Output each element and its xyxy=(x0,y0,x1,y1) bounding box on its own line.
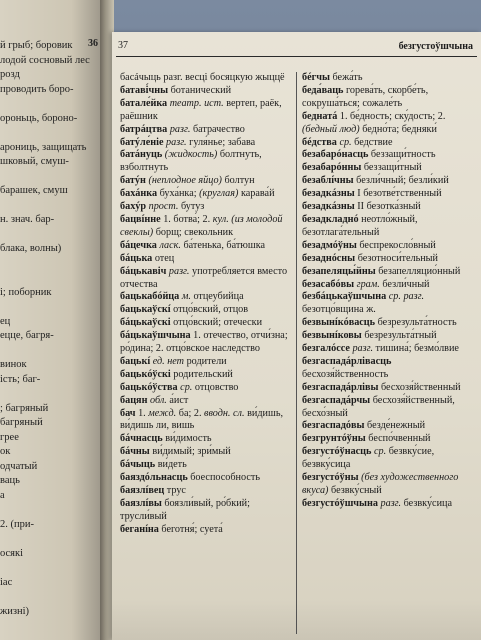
dictionary-entry xyxy=(302,433,478,446)
dictionary-entry xyxy=(302,111,478,137)
left-page-line: й грыб; боровик xyxy=(0,40,73,51)
right-page xyxy=(112,32,481,640)
left-page-line: ец xyxy=(0,315,11,327)
dictionary-entry xyxy=(120,317,292,330)
entry-definition: неотло́жный, безотлага́тельный xyxy=(302,213,418,238)
entry-headword: баязлíвец xyxy=(120,485,165,496)
dictionary-entry xyxy=(120,459,292,472)
entry-definition: бедно́та; бедняки́ xyxy=(359,123,437,135)
entry-definition: боеспособность xyxy=(187,472,260,484)
entry-definition: бесхозя́йственность xyxy=(302,368,389,380)
entry-definition: борщ; свекольник xyxy=(153,226,234,238)
entry-gloss: театр. ист. xyxy=(167,97,224,109)
entry-gloss: (бедный люд) xyxy=(302,123,360,135)
dictionary-entry xyxy=(302,356,478,382)
entry-definition: безрезульта́тный xyxy=(361,330,437,342)
dictionary-entry xyxy=(120,369,292,382)
entry-headword: безвынíковы xyxy=(302,330,362,342)
left-page-line: ецце, багря- xyxy=(0,330,54,341)
dictionary-entry xyxy=(302,188,478,201)
entry-headword: бахáнка xyxy=(120,188,158,200)
entry-gloss: разг. xyxy=(377,497,402,509)
entry-definition: отцеубийца xyxy=(190,291,244,303)
dictionary-entry xyxy=(120,240,292,253)
entry-headword: безвынíкóвасць xyxy=(302,317,376,329)
entry-gloss: (неплодное яйцо) xyxy=(145,175,222,187)
left-page-number: 36 xyxy=(88,38,98,49)
dictionary-entry xyxy=(120,124,292,137)
entry-definition: ба; 2. xyxy=(176,407,205,419)
entry-headword: бацькаўскí xyxy=(120,304,171,316)
entry-definition: безвку́сица xyxy=(401,497,453,509)
entry-definition: а́ист xyxy=(166,394,189,406)
left-page-line: одчатый xyxy=(0,460,38,472)
entry-definition: II безотка́зный xyxy=(354,201,421,213)
entry-headword: бáчыць xyxy=(120,459,156,471)
entry-headword: батрáцтва xyxy=(120,123,168,135)
entry-definition: отцовство xyxy=(192,381,239,393)
entry-headword: безадкладнó xyxy=(302,213,359,225)
entry-headword: безгаспадáрлівы xyxy=(302,381,379,393)
left-page-line: арониць, защищать xyxy=(0,141,87,153)
dictionary-entry xyxy=(120,485,292,498)
entry-definition: безотноси́тельный xyxy=(355,252,438,264)
entry-gloss: (жидкость) xyxy=(162,149,218,161)
header-rule xyxy=(116,56,477,57)
entry-gloss: разг. xyxy=(167,123,191,135)
entry-headword: баяздóльнасць xyxy=(120,472,188,484)
entry-headword: бацькóўскі xyxy=(120,368,171,380)
dictionary-entry xyxy=(120,149,292,175)
entry-headword: бахýр xyxy=(120,201,147,213)
left-page-line: багряный xyxy=(0,417,43,428)
dictionary-entry xyxy=(302,72,478,85)
dictionary-entry xyxy=(302,214,478,240)
entry-headword: беднатá xyxy=(302,110,338,122)
entry-headword: бацькóўства xyxy=(120,381,178,393)
dictionary-entry xyxy=(302,85,478,111)
entry-definition: ви́димый; зри́мый xyxy=(149,446,231,458)
entry-definition: безде́нежный xyxy=(364,420,426,432)
dictionary-entry xyxy=(302,149,478,162)
entry-definition: 1. отечество, отчи́зна; ро́дина; 2. отцо́вское наследство xyxy=(120,330,288,355)
dictionary-entry xyxy=(302,420,478,433)
entry-headword: безгустóўшчына xyxy=(302,497,378,509)
entry-headword: безадкáзны xyxy=(302,201,355,213)
entry-gloss: м. xyxy=(179,291,191,303)
entry-gloss: ср. xyxy=(371,446,387,458)
entry-headword: безгустóўны xyxy=(302,472,359,484)
entry-definition: беззащи́тность xyxy=(368,149,436,161)
entry-definition: боязли́вый, ро́бкий; трусли́вый xyxy=(120,497,250,522)
dictionary-entry xyxy=(302,382,478,395)
entry-definition: безли́чный; безли́кий xyxy=(353,175,449,187)
entry-gloss: разг. xyxy=(349,343,373,355)
dictionary-entry xyxy=(120,446,292,459)
dictionary-entry xyxy=(120,253,292,266)
entry-gloss: (без художественного вкуса) xyxy=(302,472,459,496)
entry-headword: безгрунтóўны xyxy=(302,433,366,445)
entry-definition: отцо́вский; отечески xyxy=(170,317,263,329)
entry-headword: бáчнасць xyxy=(120,433,163,445)
dictionary-entry xyxy=(120,524,292,537)
entry-definition: 1. бе́дность; ску́дость; 2. xyxy=(337,110,446,122)
entry-headword: безгалóссе xyxy=(302,343,350,355)
entry-headword: бач xyxy=(120,407,136,419)
left-page-line: 2. (при- xyxy=(0,518,34,530)
left-page-line: ; багряный xyxy=(0,402,49,414)
dictionary-entry xyxy=(302,162,478,175)
entry-headword: бáцька xyxy=(120,252,153,264)
entry-headword: безадмóўны xyxy=(302,239,357,251)
entry-definition: гуля́нье; забава xyxy=(186,136,256,148)
dictionary-entry xyxy=(120,98,292,124)
entry-definition: карава́й xyxy=(238,188,275,200)
dictionary-entry xyxy=(120,137,292,150)
entry-headword: батале́йка xyxy=(120,97,168,109)
entry-definition: бесхозя́йственный, бесхо́зный xyxy=(302,394,455,419)
entry-gloss: ср. xyxy=(336,136,352,148)
entry-definition: отцо́вский, отцов xyxy=(170,304,249,316)
dictionary-entry xyxy=(302,343,478,356)
entry-definition: бутуз xyxy=(178,201,205,213)
dictionary-entry xyxy=(120,472,292,485)
entry-definition: беспрекосло́вный xyxy=(356,239,436,251)
entry-headword: бáцькаўскі xyxy=(120,317,171,329)
entry-headword: безабарóнасць xyxy=(302,149,369,161)
left-page-line: і; поборник xyxy=(0,286,52,298)
dictionary-entry xyxy=(120,408,292,434)
entry-definition: ба́тенька, ба́тюшка xyxy=(180,239,266,251)
entry-headword: бацькабóйца xyxy=(120,291,180,303)
left-page-line: винок xyxy=(0,359,27,370)
entry-definition: безвку́сный xyxy=(328,485,382,496)
entry-definition: басáчыць разг. весці босяцкую жыццё xyxy=(120,72,285,83)
dictionary-entry xyxy=(302,240,478,253)
entry-definition: ви́дишь, ви́дишь ли, вишь xyxy=(120,407,284,432)
dictionary-column-right xyxy=(302,72,478,511)
entry-definition: безотцо́вщина ж. xyxy=(302,304,376,316)
entry-gloss: ср. разг. xyxy=(386,291,424,303)
dictionary-entry xyxy=(302,201,478,214)
entry-gloss: межд. xyxy=(148,407,177,419)
entry-definition: безвку́сие, безвку́сица xyxy=(302,446,435,471)
entry-definition: трус xyxy=(164,485,186,496)
entry-definition: ви́димость xyxy=(162,433,212,445)
entry-gloss: ласк. xyxy=(156,239,181,251)
entry-headword: бéдства xyxy=(302,136,337,148)
dictionary-entry xyxy=(120,85,292,98)
entry-headword: безадкáзны xyxy=(302,188,355,200)
entry-headword: бéгчы xyxy=(302,72,330,83)
entry-definition: горева́ть, скорбе́ть, сокруша́ться; сожале́ть xyxy=(302,84,429,109)
entry-headword: батаві́чны xyxy=(120,84,169,96)
entry-definition: бесхозя́йственный xyxy=(378,381,461,393)
entry-definition: тишина́; безмо́лвие xyxy=(373,343,459,355)
entry-headword: безасабóвы xyxy=(302,278,355,290)
left-page-line: осякі xyxy=(0,547,24,559)
entry-definition: буха́нка; xyxy=(157,188,200,200)
entry-headword: бацвíнне xyxy=(120,213,161,225)
dictionary-entry xyxy=(302,446,478,472)
entry-headword: безапеляцы́йны xyxy=(302,265,376,277)
dictionary-entry xyxy=(302,317,478,330)
entry-definition: I безотве́тственный xyxy=(354,188,442,200)
entry-definition: родительский xyxy=(170,368,233,380)
left-page-line: блака, волны) xyxy=(0,243,62,254)
left-page-line: іас xyxy=(0,576,13,588)
left-page-line: барашек, смуш xyxy=(0,185,68,196)
dictionary-entry xyxy=(120,382,292,395)
dictionary-entry xyxy=(120,201,292,214)
entry-definition: 1. ботва́; 2. xyxy=(160,213,213,225)
entry-headword: бацькí xyxy=(120,355,151,367)
dictionary-entry xyxy=(120,72,292,85)
dictionary-column-left xyxy=(120,72,292,537)
entry-headword: беганíна xyxy=(120,523,159,535)
left-page-line: проводить боро- xyxy=(0,83,74,95)
entry-gloss: прост. xyxy=(146,201,179,213)
left-page-line: грее xyxy=(0,431,19,443)
entry-headword: беда́ваць xyxy=(302,84,344,96)
left-page-line: н. знач. бар- xyxy=(0,214,55,225)
entry-definition: болтун xyxy=(221,175,255,187)
entry-headword: бáцькаўшчына xyxy=(120,330,191,342)
entry-definition: безапелляцио́нный xyxy=(375,265,461,277)
dictionary-entry xyxy=(120,356,292,369)
left-page-line: а xyxy=(0,489,5,501)
entry-headword: бáцькавіч xyxy=(120,265,167,277)
dictionary-entry xyxy=(120,214,292,240)
dictionary-entry xyxy=(120,433,292,446)
entry-definition: 1. xyxy=(135,407,149,419)
entry-headword: бáцечка xyxy=(120,239,157,251)
entry-gloss: (круглая) xyxy=(199,188,239,200)
entry-definition: безли́чный xyxy=(379,278,430,290)
dictionary-entry xyxy=(120,188,292,201)
dictionary-entry xyxy=(302,395,478,421)
entry-gloss: обл. xyxy=(147,394,167,406)
dictionary-entry xyxy=(302,472,478,498)
page-header xyxy=(112,32,481,56)
left-page-line: ороньць, бороно- xyxy=(0,112,78,124)
dictionary-entry xyxy=(120,266,292,292)
column-divider xyxy=(296,72,297,634)
entry-headword: безгустóўнасць xyxy=(302,446,372,458)
entry-gloss: разг. xyxy=(163,136,187,148)
entry-definition: родители xyxy=(184,355,227,367)
entry-headword: безгаспадáрлівасць xyxy=(302,355,392,367)
entry-headword: безаднóсны xyxy=(302,252,356,264)
entry-definition: бедствие xyxy=(351,136,393,148)
dictionary-entry xyxy=(302,291,478,317)
entry-definition: бежа́ть xyxy=(329,72,363,83)
entry-definition: безрезульта́тность xyxy=(375,317,457,329)
entry-definition: батрачество xyxy=(190,123,245,135)
left-page-line: ість; баг- xyxy=(0,373,41,385)
dictionary-entry xyxy=(302,253,478,266)
dictionary-entry xyxy=(120,291,292,304)
entry-headword: безабарóнны xyxy=(302,162,362,174)
left-page-line: шковый, смуш- xyxy=(0,156,69,167)
running-head: безгустоўшчына xyxy=(398,41,473,52)
dictionary-entry xyxy=(302,137,478,150)
dictionary-entry xyxy=(302,279,478,292)
entry-definition: беззащи́тный xyxy=(361,162,422,174)
dictionary-entry xyxy=(302,330,478,343)
dictionary-entry xyxy=(120,304,292,317)
dictionary-entry xyxy=(120,395,292,408)
page-number: 37 xyxy=(118,40,128,51)
left-page-line: розд xyxy=(0,69,20,80)
dictionary-entry xyxy=(120,330,292,356)
entry-headword: безаблíчны xyxy=(302,175,354,187)
entry-definition: болтнуть, взболтнуть xyxy=(120,149,262,174)
entry-gloss: ед. нет xyxy=(150,355,185,367)
entry-headword: безгаспадáрчы xyxy=(302,394,371,406)
entry-headword: батýн xyxy=(120,175,146,187)
entry-gloss: разг. xyxy=(166,265,190,277)
entry-definition: отец xyxy=(152,252,175,264)
entry-definition: вертеп, раёк, раёшник xyxy=(120,97,282,122)
dictionary-entry xyxy=(120,175,292,188)
dictionary-entry xyxy=(302,266,478,279)
left-page-line: ваць xyxy=(0,475,20,486)
entry-gloss: грам. xyxy=(354,278,380,290)
dictionary-entry xyxy=(302,498,478,511)
left-page-line: ок xyxy=(0,446,11,457)
entry-definition: беспо́чвенный xyxy=(365,433,431,445)
dictionary-entry xyxy=(120,498,292,524)
entry-definition: ви́деть xyxy=(155,459,187,471)
entry-definition: употребляется вместо отчества xyxy=(120,265,288,290)
entry-headword: батýле́ніе xyxy=(120,136,164,148)
entry-gloss: ср. xyxy=(177,381,193,393)
entry-headword: бáчны xyxy=(120,446,150,458)
left-page xyxy=(0,0,102,640)
entry-headword: баязлíвы xyxy=(120,497,162,509)
entry-headword: бацян xyxy=(120,394,148,406)
left-page-line: лодой сосновый лес xyxy=(0,54,90,66)
entry-headword: батáнуць xyxy=(120,149,163,161)
left-page-line: жизні) xyxy=(0,605,30,617)
entry-definition: ботанический xyxy=(168,84,232,96)
entry-gloss: вводн. сл. xyxy=(204,407,245,419)
entry-headword: безбáцькаўшчына xyxy=(302,291,387,303)
entry-gloss: кул. (из молодой свеклы) xyxy=(120,213,283,238)
dictionary-entry xyxy=(302,175,478,188)
entry-definition: беготня́; суета́ xyxy=(158,523,223,535)
entry-headword: безгаспадóвы xyxy=(302,420,365,432)
